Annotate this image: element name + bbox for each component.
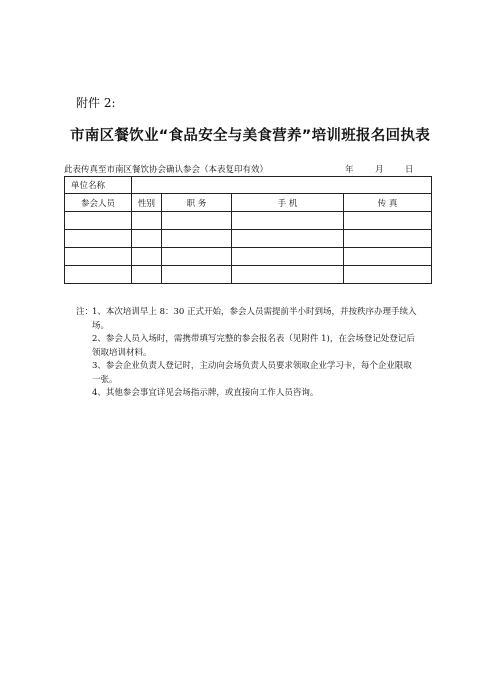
gender-cell[interactable] <box>132 230 162 248</box>
note-item <box>76 360 436 387</box>
position-cell[interactable] <box>162 266 232 284</box>
date-day-label: 日 <box>405 165 414 175</box>
header-attendee: 参会人员 <box>65 194 132 212</box>
note-line: 4、其他参会事宜详见会场指示牌，或直接向工作人员咨询。 <box>92 388 319 398</box>
position-cell[interactable] <box>162 230 232 248</box>
header-row <box>65 194 432 212</box>
note-item <box>76 333 436 360</box>
table-row <box>65 230 432 248</box>
note-line: 领取培训材料。 <box>92 347 152 358</box>
note-line: 3、参会企业负责人登记时，主动向会场负责人员要求领取企业学习卡，每个企业限取 <box>92 361 412 371</box>
attachment-label: 附件 2: <box>76 96 116 110</box>
note-line: 1、本次培训早上 8：30 正式开始，参会人员需提前半小时到场，并按秩序办理手续入 <box>92 307 417 317</box>
fax-instruction: 此表传真至市南区餐饮协会确认参会（本表复印有效） <box>64 165 269 175</box>
position-cell[interactable] <box>162 212 232 230</box>
attendee-cell[interactable] <box>65 248 132 266</box>
attendee-cell[interactable] <box>65 230 132 248</box>
notes-section <box>76 306 436 401</box>
header-position: 职 务 <box>162 194 232 212</box>
attendee-cell[interactable] <box>65 212 132 230</box>
document-title: 市南区餐饮业“食品安全与美食营养”培训班报名回执表 <box>69 128 431 144</box>
gender-cell[interactable] <box>132 266 162 284</box>
unit-name-cell[interactable] <box>132 177 432 194</box>
note-line: 2、参会人员入场时，需携带填写完整的参会报名表（见附件 1)，在会场登记处登记后 <box>92 334 415 344</box>
header-mobile: 手 机 <box>232 194 344 212</box>
attendee-cell[interactable] <box>65 266 132 284</box>
table-row <box>65 248 432 266</box>
mobile-cell[interactable] <box>232 230 344 248</box>
unit-row <box>65 177 432 194</box>
fax-cell[interactable] <box>344 248 432 266</box>
note-item <box>76 387 436 401</box>
table-row <box>65 212 432 230</box>
fax-cell[interactable] <box>344 266 432 284</box>
header-fax: 传 真 <box>344 194 432 212</box>
position-cell[interactable] <box>162 248 232 266</box>
registration-table <box>64 176 432 284</box>
fax-cell[interactable] <box>344 212 432 230</box>
table-row <box>65 266 432 284</box>
date-year-label: 年 <box>345 165 354 175</box>
fax-cell[interactable] <box>344 230 432 248</box>
header-gender: 性别 <box>132 194 162 212</box>
note-line: 一张。 <box>92 374 118 385</box>
notes-prefix: 注： <box>76 307 94 317</box>
mobile-cell[interactable] <box>232 248 344 266</box>
gender-cell[interactable] <box>132 212 162 230</box>
note-line: 场。 <box>92 320 110 331</box>
unit-name-label: 单位名称 <box>65 177 132 194</box>
note-item <box>76 306 436 333</box>
mobile-cell[interactable] <box>232 266 344 284</box>
gender-cell[interactable] <box>132 248 162 266</box>
date-month-label: 月 <box>375 165 384 175</box>
mobile-cell[interactable] <box>232 212 344 230</box>
